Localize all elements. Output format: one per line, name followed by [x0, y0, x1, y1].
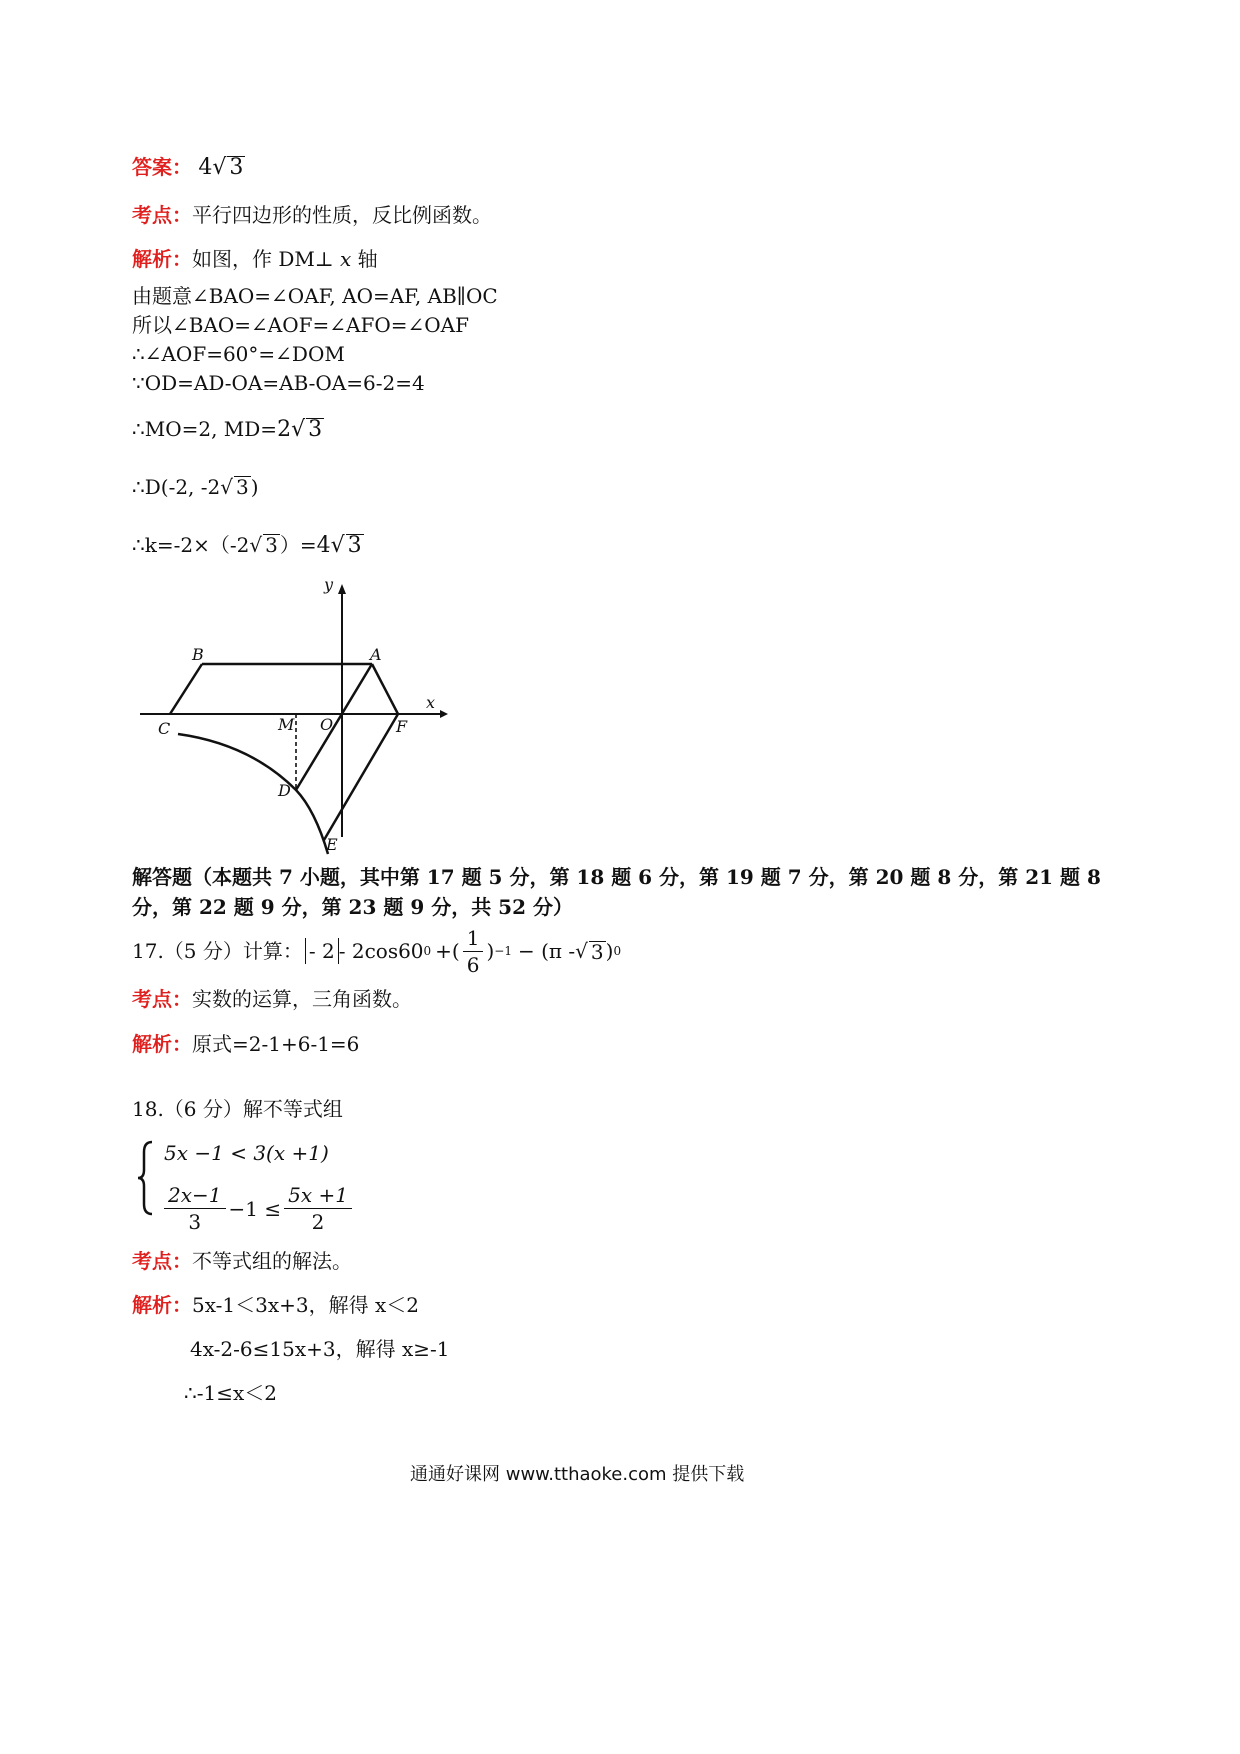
label-B: B — [192, 645, 204, 664]
segment-AD — [296, 664, 372, 790]
x-axis-arrow — [440, 710, 448, 718]
section-heading-line-1: 解答题（本题共 7 小题，其中第 17 题 5 分，第 18 题 6 分，第 19 题 7 分，第 20 题 8 分，第 21 题 8 — [132, 865, 1101, 889]
kaodian-text: 不等式组的解法。 — [192, 1249, 352, 1273]
jiexi-colon: ： — [172, 247, 192, 271]
q18-frac-left — [164, 1182, 226, 1235]
y-axis-arrow — [338, 584, 346, 594]
q18-prompt: 18.（6 分）解不等式组 — [132, 1097, 343, 1121]
q18-frac-left-den: 3 — [188, 1210, 202, 1234]
answer-line — [132, 154, 245, 181]
kaodian-label: 考点 — [132, 987, 172, 1011]
section-heading-line-2: 分，第 22 题 9 分，第 23 题 9 分，共 52 分） — [132, 895, 573, 919]
segment-BC — [170, 664, 202, 714]
jiexi-label: 解析 — [132, 247, 172, 271]
line5-text: ∴MO=2, MD= — [132, 417, 278, 441]
line6-radicand: 3 — [236, 475, 249, 499]
q18-solution-3: ∴-1≤x＜2 — [184, 1381, 277, 1405]
hyperbola-curve — [178, 734, 328, 854]
kaodian-line-16 — [132, 202, 492, 228]
q18-ineq1: 5x −1 < 3(x +1) — [164, 1141, 329, 1165]
line6-close: ) — [250, 475, 259, 499]
line7-coef2: 4 — [316, 533, 331, 558]
left-brace-icon — [136, 1138, 156, 1218]
solution-line-6: ∴D(-2, -2√ 3 ) — [132, 475, 259, 499]
q17-frac-den: 6 — [466, 952, 480, 977]
solution-line-2: 所以∠BAO=∠AOF=∠AFO=∠OAF — [132, 313, 469, 337]
q17-cos-term: - 2cos60 — [338, 939, 424, 963]
jiexi-label: 解析 — [132, 1032, 172, 1056]
q17-line: 17.（5 分）计算： - 2 - 2cos60 0 +( $\frac{1}{6}$ ) −1 − (π - √ 3 ) 0 — [132, 925, 622, 977]
jiexi-colon: ： — [172, 1293, 192, 1317]
label-y: y — [324, 575, 334, 594]
jiexi-line-17 — [132, 1031, 359, 1057]
kaodian-colon: ： — [172, 203, 192, 227]
label-A: A — [370, 645, 382, 664]
solution-line-3: ∴∠AOF=60°=∠DOM — [132, 342, 345, 366]
answer-radicand: 3 — [229, 155, 244, 180]
label-x: x — [426, 693, 436, 712]
q17-prefix: 17.（5 分）计算： — [132, 939, 303, 963]
q17-radicand: 3 — [590, 939, 604, 964]
answer-colon: ： — [172, 155, 192, 179]
line7-radicand2: 3 — [347, 533, 362, 558]
kaodian-colon: ： — [172, 987, 192, 1011]
solution-line-1: 由题意∠BAO=∠OAF, AO=AF, AB∥OC — [132, 284, 498, 308]
kaodian-text: 实数的运算，三角函数。 — [192, 987, 412, 1011]
jiexi-line-16 — [132, 246, 378, 272]
q18-frac-left-num: 2x−1 — [164, 1182, 226, 1209]
kaodian-line-17 — [132, 986, 412, 1012]
q18-solution-2: 4x-2-6≤15x+3，解得 x≥-1 — [190, 1337, 450, 1361]
q18-ineq2 — [164, 1182, 355, 1235]
line6-coef: 2 — [207, 475, 221, 499]
answer-coef: 4 — [198, 155, 213, 180]
label-M: M — [278, 715, 295, 734]
q18-frac-right-num: 5x +1 — [284, 1182, 352, 1209]
q18-ineq2-mid: −1 ≤ — [228, 1196, 282, 1221]
solution-line-7: ∴k=-2×（-2√ 3 ）=4√ 3 — [132, 533, 362, 558]
q17-deg: 0 — [423, 944, 432, 958]
q18-solution-1: 5x-1＜3x+3，解得 x＜2 — [192, 1293, 419, 1317]
jiexi-text-a: 如图，作 DM⊥ — [192, 247, 341, 271]
kaodian-label: 考点 — [132, 203, 172, 227]
label-C: C — [158, 719, 171, 738]
jiexi-text-b: 轴 — [351, 247, 378, 271]
jiexi-var: x — [340, 247, 352, 271]
q18-frac-right-den: 2 — [311, 1210, 325, 1234]
label-F: F — [396, 717, 408, 736]
q17-frac-num: 1 — [463, 925, 484, 952]
jiexi-colon: ： — [172, 1032, 192, 1056]
line7-close: ）= — [279, 533, 317, 557]
solution-line-5: ∴MO=2, MD=2√ 3 — [132, 417, 323, 442]
q17-exp0: 0 — [613, 944, 622, 958]
q17-close: ) — [605, 939, 614, 963]
answer-label: 答案 — [132, 155, 172, 179]
q17-fraction — [463, 925, 484, 978]
line6-text: ∴D(-2, - — [132, 475, 208, 499]
kaodian-text: 平行四边形的性质，反比例函数。 — [192, 203, 492, 227]
q17-abs: - 2 — [305, 938, 339, 964]
line5-radicand: 3 — [308, 417, 323, 442]
q18-frac-right — [284, 1182, 352, 1235]
page-footer: 通通好课网 www.tthaoke.com 提供下载 — [410, 1464, 745, 1485]
segment-FE — [324, 714, 398, 840]
kaodian-colon: ： — [172, 1249, 192, 1273]
jiexi-label: 解析 — [132, 1293, 172, 1317]
line5-coef: 2 — [277, 417, 292, 442]
label-E: E — [326, 835, 338, 854]
kaodian-label: 考点 — [132, 1249, 172, 1273]
label-O: O — [320, 715, 334, 734]
q18-inequality-system — [136, 1138, 348, 1238]
line7-radicand: 3 — [265, 533, 278, 557]
q17-minus-pi: − (π - — [517, 939, 576, 963]
line7-coef: 2 — [236, 533, 250, 557]
label-D: D — [278, 781, 291, 800]
answer-value: 4√ 3 — [198, 155, 244, 180]
solution-line-4: ∵OD=AD-OA=AB-OA=6-2=4 — [132, 371, 425, 395]
segment-AF — [372, 664, 398, 714]
kaodian-line-18 — [132, 1248, 352, 1274]
line7-text: ∴k=-2×（- — [132, 533, 237, 557]
jiexi-text: 原式=2-1+6-1=6 — [192, 1032, 360, 1056]
q17-exp-neg1: −1 — [494, 944, 512, 958]
geometry-figure — [130, 572, 460, 862]
jiexi-line-18 — [132, 1292, 419, 1318]
q17-plus: +( — [435, 939, 460, 963]
